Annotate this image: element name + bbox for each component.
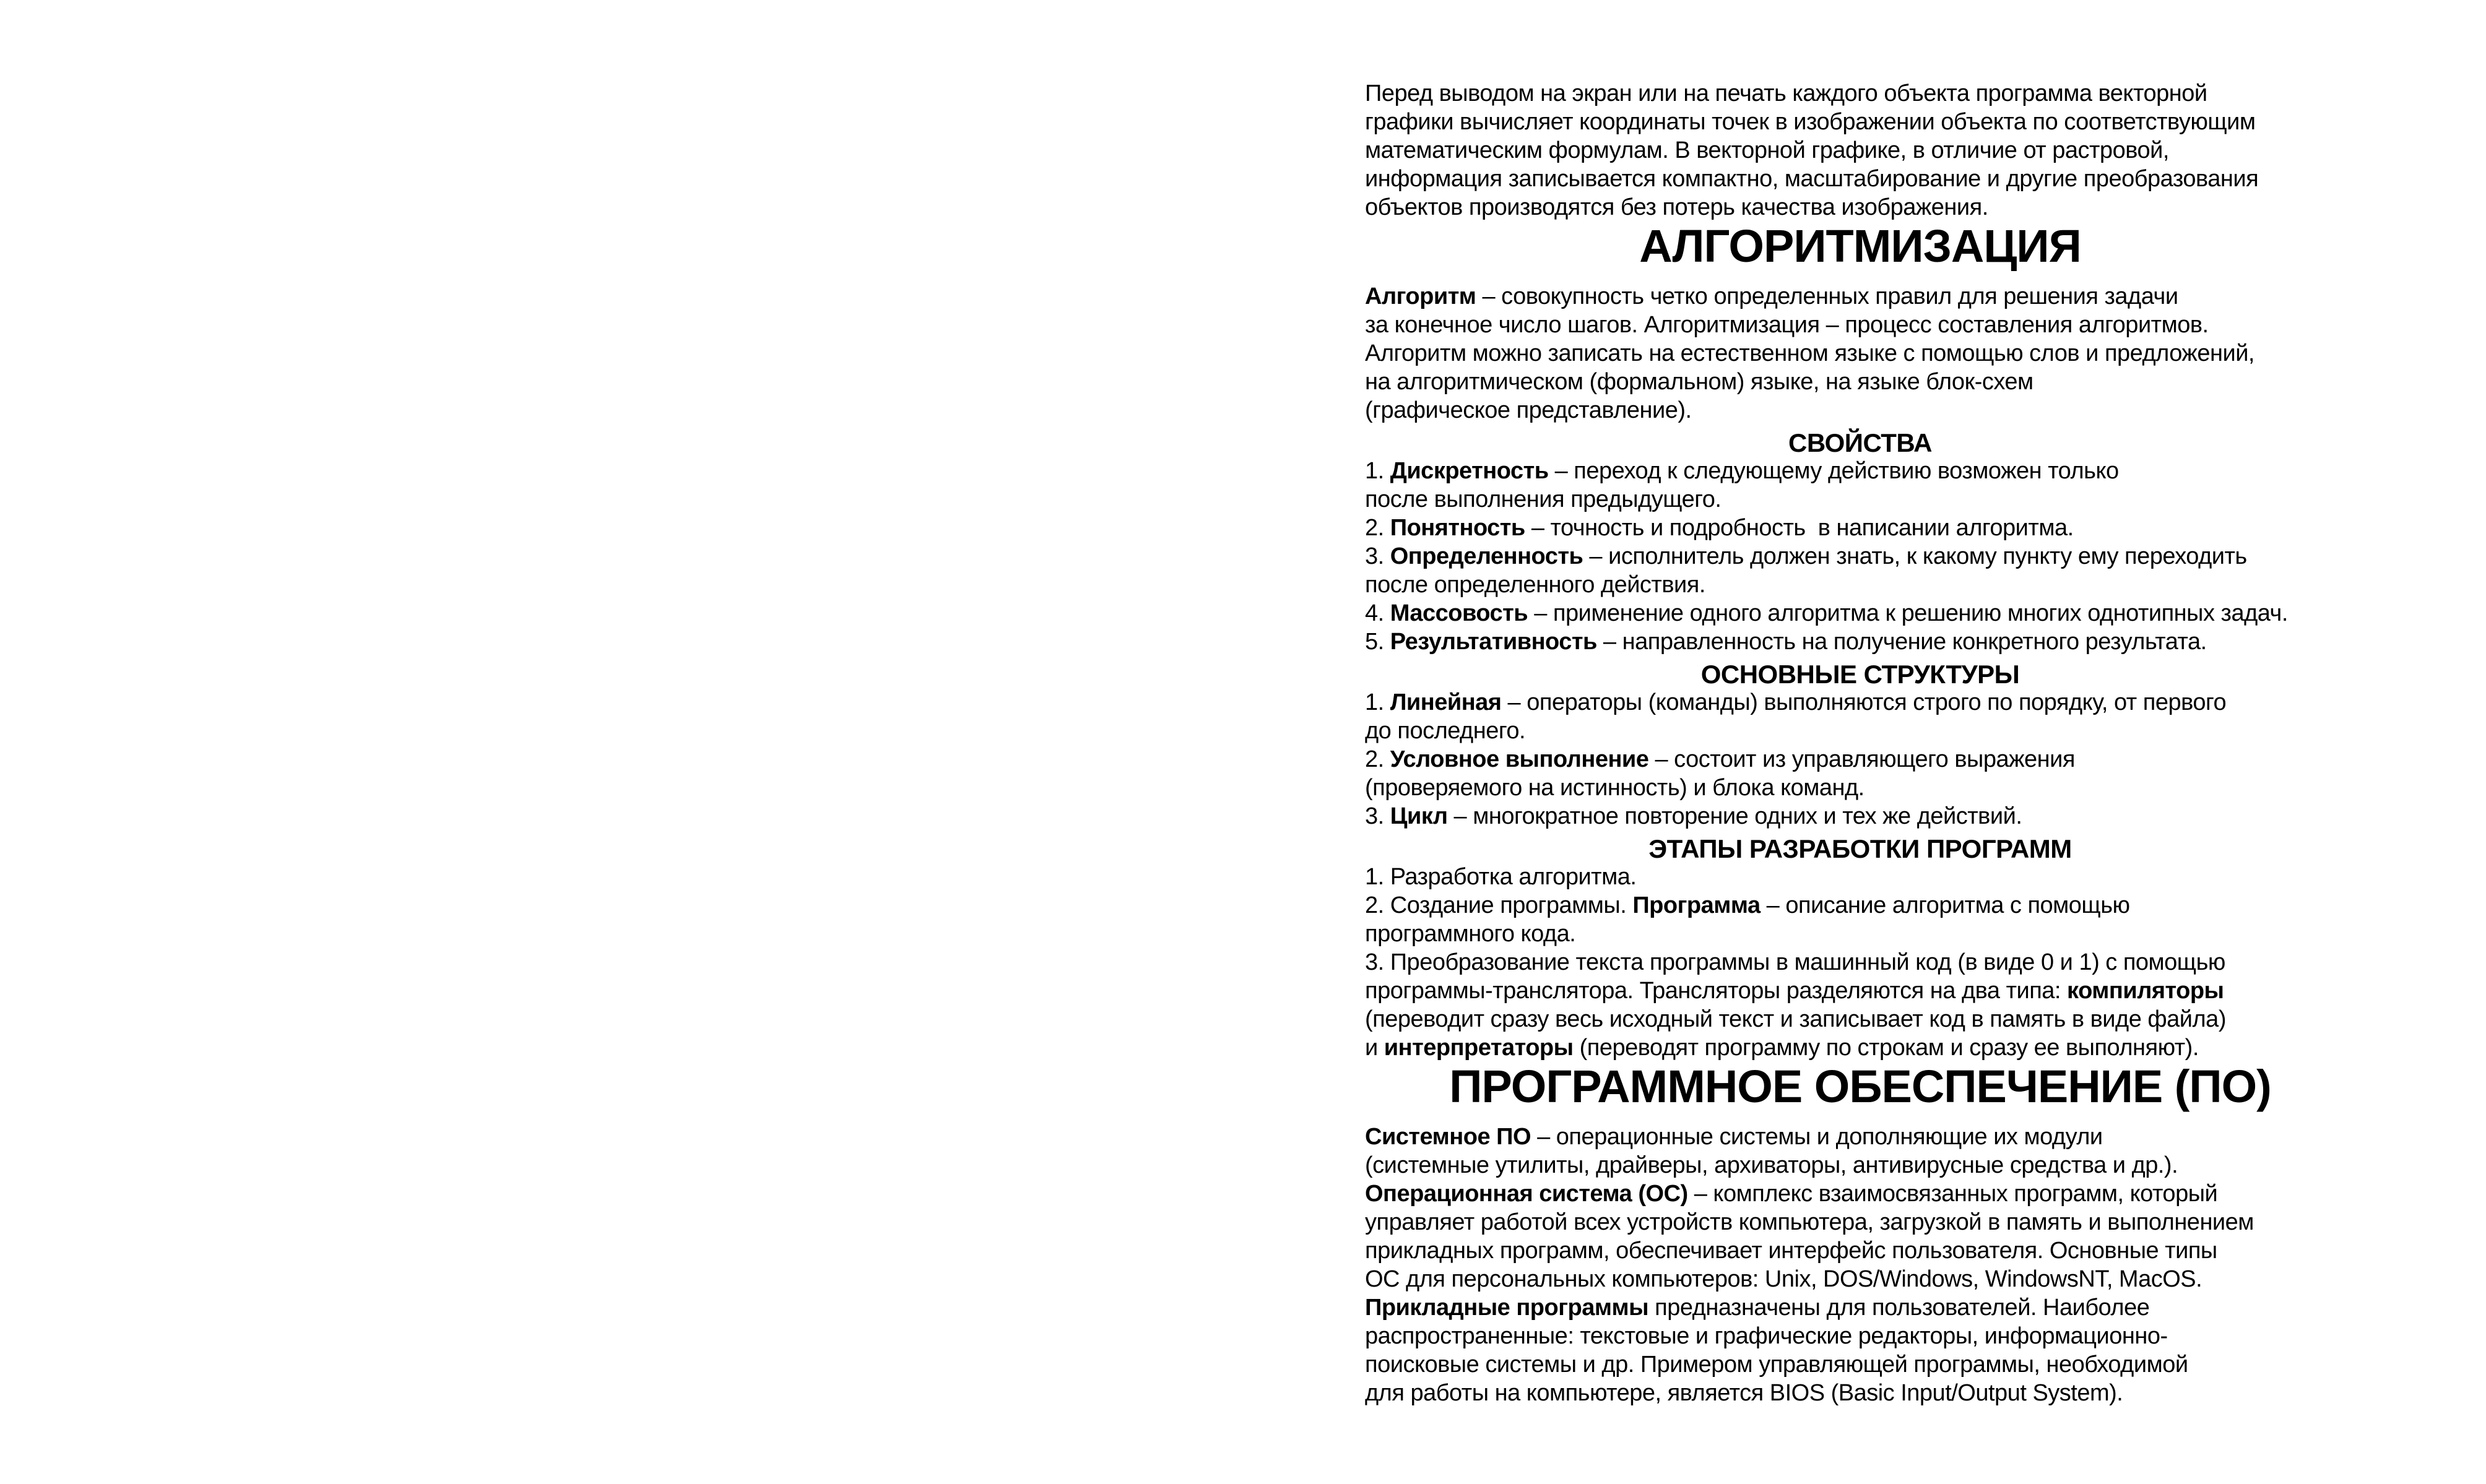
- text-segment: – направленность на получение конкретного результата.: [1596, 629, 2207, 655]
- text-line: [1365, 1208, 2355, 1236]
- text-line: [1365, 1265, 2355, 1293]
- text-segment: – применение одного алгоритма к решению многих однотипных задач.: [1528, 600, 2288, 626]
- text-line: [1365, 599, 2355, 628]
- bold-term: Дискретность: [1390, 458, 1549, 484]
- text-segment: (графическое представление).: [1365, 397, 1692, 423]
- text-segment: ОС для персональных компьютеров: Unix, DOS/Windows, WindowsNT, MacOS.: [1365, 1266, 2202, 1292]
- software-paragraph: [1365, 1123, 2355, 1407]
- text-segment: – исполнитель должен знать, к какому пункту ему переходить: [1583, 543, 2247, 569]
- text-line: [1365, 514, 2355, 542]
- text-line: [1365, 136, 2355, 165]
- text-segment: 4.: [1365, 600, 1390, 626]
- text-segment: до последнего.: [1365, 718, 1526, 744]
- document-text-column: [1365, 79, 2355, 1412]
- text-line: [1365, 396, 2355, 425]
- text-line: [1365, 774, 2355, 802]
- intro-paragraph: [1365, 79, 2355, 222]
- text-line: [1365, 282, 2355, 311]
- bold-term: интерпретаторы: [1384, 1035, 1574, 1061]
- text-segment: Алгоритм можно записать на естественном языке с помощью слов и предложений,: [1365, 340, 2254, 366]
- bold-term: Условное выполнение: [1390, 746, 1649, 772]
- heading-basic-structures: ОСНОВНЫЕ СТРУКТУРЫ: [1700, 660, 2020, 689]
- text-line: [1365, 165, 2355, 193]
- text-segment: 3. Преобразование текста программы в машинный код (в виде 0 и 1) с помощью: [1365, 949, 2225, 975]
- heading-algorithmization: АЛГОРИТМИЗАЦИЯ: [1639, 220, 2081, 272]
- text-segment: 5.: [1365, 629, 1390, 655]
- text-segment: 2.: [1365, 746, 1390, 772]
- text-line: [1365, 891, 2355, 920]
- bold-term: Операционная система (ОС): [1365, 1181, 1688, 1207]
- text-segment: – совокупность четко определенных правил для решения задачи: [1476, 283, 2178, 309]
- text-line: [1365, 1379, 2355, 1407]
- text-line: [1365, 1005, 2355, 1033]
- text-segment: (системные утилиты, драйверы, архиваторы, антивирусные средства и др.).: [1365, 1152, 2178, 1178]
- heading-software: ПРОГРАММНОЕ ОБЕСПЕЧЕНИЕ (ПО): [1449, 1061, 2271, 1112]
- heading-properties: СВОЙСТВА: [1788, 428, 1932, 457]
- text-line: [1365, 542, 2355, 571]
- text-segment: за конечное число шагов. Алгоритмизация – процесс составления алгоритмов.: [1365, 312, 2209, 338]
- text-segment: предназначены для пользователей. Наиболее: [1648, 1295, 2150, 1321]
- text-segment: для работы на компьютере, является BIOS (Basic Input/Output System).: [1365, 1380, 2123, 1406]
- text-line: [1365, 628, 2355, 656]
- text-segment: распространенные: текстовые и графические редакторы, информационно-: [1365, 1323, 2168, 1349]
- text-segment: 3.: [1365, 803, 1390, 829]
- bold-term: Цикл: [1390, 803, 1448, 829]
- text-segment: – переход к следующему действию возможен только: [1548, 458, 2119, 484]
- text-line: [1365, 688, 2355, 717]
- text-line: [1365, 485, 2355, 514]
- properties-list: [1365, 457, 2355, 656]
- text-segment: 1.: [1365, 458, 1390, 484]
- algorithm-definition-paragraph: [1365, 282, 2355, 425]
- text-segment: (проверяемого на истинность) и блока команд.: [1365, 775, 1864, 801]
- text-line: [1365, 948, 2355, 977]
- text-line: [1365, 1350, 2355, 1379]
- text-segment: информация записывается компактно, масштабирование и другие преобразования: [1365, 166, 2259, 192]
- text-segment: графики вычисляет координаты точек в изображении объекта по соответствующим: [1365, 109, 2256, 135]
- text-segment: 2.: [1365, 515, 1390, 541]
- text-line: [1365, 368, 2355, 396]
- bold-term: Определенность: [1390, 543, 1583, 569]
- text-segment: 2. Создание программы.: [1365, 892, 1633, 918]
- text-line: [1365, 1151, 2355, 1180]
- text-segment: управляет работой всех устройств компьютера, загрузкой в память и выполнением: [1365, 1209, 2254, 1235]
- text-segment: после выполнения предыдущего.: [1365, 486, 1722, 512]
- text-segment: 1.: [1365, 689, 1390, 715]
- text-segment: после определенного действия.: [1365, 572, 1705, 598]
- text-segment: – описание алгоритма с помощью: [1760, 892, 2130, 918]
- text-line: [1365, 79, 2355, 108]
- heading-development-stages: ЭТАПЫ РАЗРАБОТКИ ПРОГРАММ: [1648, 834, 2072, 863]
- text-line: [1365, 1236, 2355, 1265]
- stages-list: [1365, 863, 2355, 1062]
- text-line: [1365, 339, 2355, 368]
- bold-term: Результативность: [1390, 629, 1597, 655]
- bold-term: Программа: [1632, 892, 1761, 918]
- text-segment: (переводит сразу весь исходный текст и записывает код в память в виде файла): [1365, 1006, 2226, 1032]
- bold-term: Системное ПО: [1365, 1124, 1531, 1150]
- text-segment: – состоит из управляющего выражения: [1648, 746, 2075, 772]
- text-segment: программы-транслятора. Трансляторы разделяются на два типа:: [1365, 978, 2068, 1004]
- structures-list: [1365, 688, 2355, 830]
- text-line: [1365, 193, 2355, 222]
- text-segment: – операторы (команды) выполняются строго по порядку, от первого: [1501, 689, 2227, 715]
- text-line: [1365, 863, 2355, 891]
- text-segment: 3.: [1365, 543, 1390, 569]
- text-line: [1365, 745, 2355, 774]
- bold-term: Понятность: [1390, 515, 1525, 541]
- text-line: [1365, 457, 2355, 485]
- text-segment: 1. Разработка алгоритма.: [1365, 864, 1637, 890]
- text-segment: на алгоритмическом (формальном) языке, на языке блок-схем: [1365, 369, 2033, 395]
- text-line: [1365, 571, 2355, 599]
- text-line: [1365, 311, 2355, 339]
- text-segment: поисковые системы и др. Примером управляющей программы, необходимой: [1365, 1352, 2188, 1378]
- text-segment: – операционные системы и дополняющие их модули: [1531, 1124, 2103, 1150]
- text-segment: (переводят программу по строкам и сразу ее выполняют).: [1573, 1035, 2199, 1061]
- bold-term: Линейная: [1390, 689, 1502, 715]
- text-segment: – комплекс взаимосвязанных программ, который: [1687, 1181, 2218, 1207]
- text-segment: программного кода.: [1365, 921, 1576, 947]
- text-segment: прикладных программ, обеспечивает интерфейс пользователя. Основные типы: [1365, 1238, 2217, 1264]
- text-line: [1365, 1180, 2355, 1208]
- bold-term: Массовость: [1390, 600, 1528, 626]
- text-line: [1365, 1123, 2355, 1151]
- text-segment: – точность и подробность в написании алгоритма.: [1525, 515, 2074, 541]
- text-line: [1365, 920, 2355, 948]
- text-line: [1365, 1033, 2355, 1062]
- text-segment: – многократное повторение одних и тех же действий.: [1447, 803, 2022, 829]
- bold-term: компиляторы: [2067, 978, 2224, 1004]
- text-segment: Перед выводом на экран или на печать каждого объекта программа векторной: [1365, 80, 2207, 106]
- text-segment: и: [1365, 1035, 1384, 1061]
- text-line: [1365, 1293, 2355, 1322]
- text-segment: математическим формулам. В векторной графике, в отличие от растровой,: [1365, 137, 2169, 163]
- text-line: [1365, 977, 2355, 1005]
- text-line: [1365, 108, 2355, 136]
- text-segment: объектов производятся без потерь качества изображения.: [1365, 194, 1988, 220]
- bold-term: Прикладные программы: [1365, 1295, 1649, 1321]
- text-line: [1365, 1322, 2355, 1350]
- text-line: [1365, 802, 2355, 830]
- bold-term: Алгоритм: [1365, 283, 1476, 309]
- text-line: [1365, 717, 2355, 745]
